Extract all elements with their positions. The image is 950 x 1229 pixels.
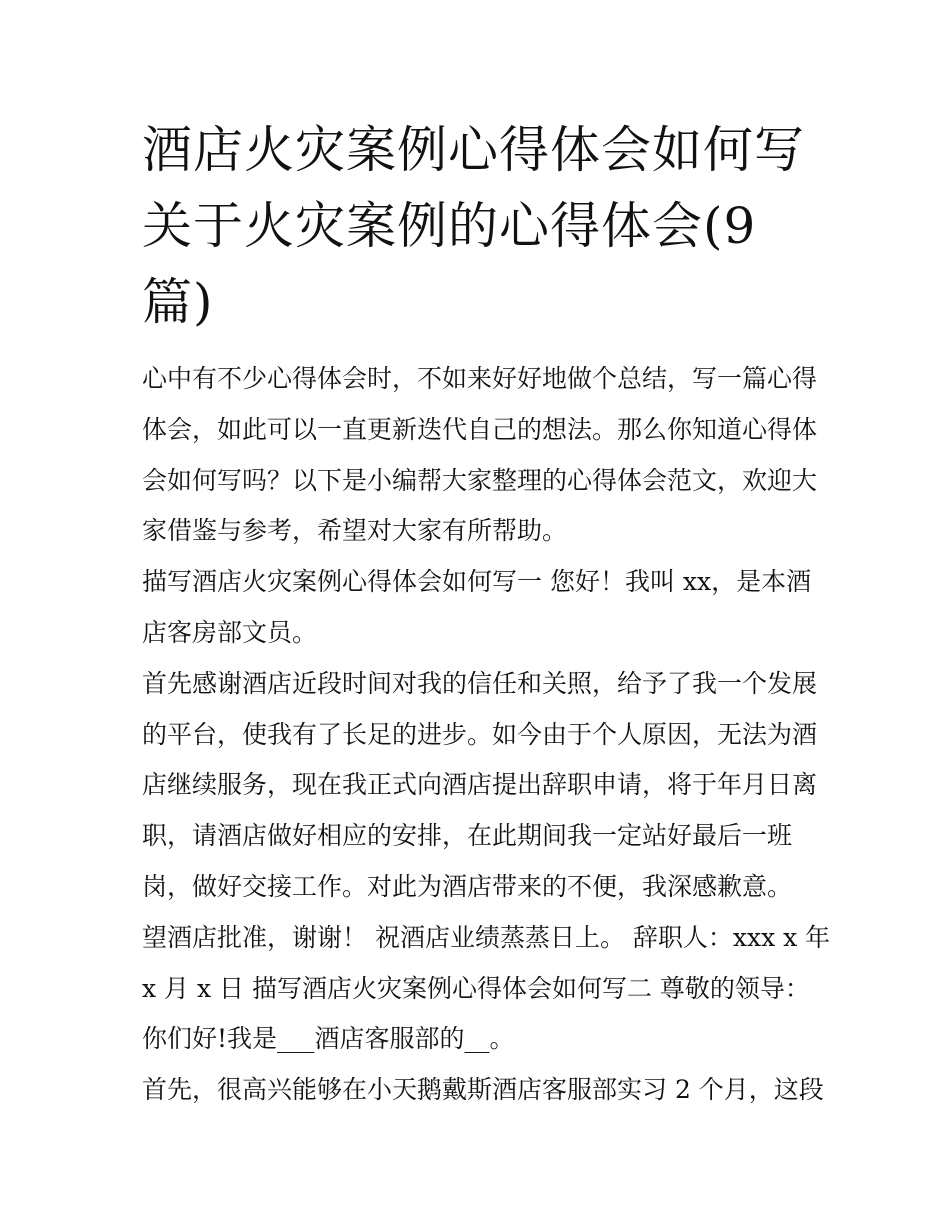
body-line: 心中有不少心得体会时，不如来好好地做个总结，写一篇心得: [142, 364, 818, 393]
body-line: 店客房部文员。: [142, 617, 318, 647]
title-line-1: 酒店火灾案例心得体会如何写: [142, 121, 805, 179]
body-line: 首先，很高兴能够在小天鹅戴斯酒店客服部实习 2 个月，这段: [142, 1075, 824, 1105]
body-line: 望酒店批准，谢谢！ 祝酒店业绩蒸蒸日上。 辞职人：xxx x 年: [142, 922, 831, 952]
document-title: [142, 112, 822, 340]
body-line: 家借鉴与参考，希望对大家有所帮助。: [142, 516, 568, 546]
body-line: x 月 x 日 描写酒店火灾案例心得体会如何写二 尊敬的领导：: [142, 973, 810, 1003]
body-line: 店继续服务，现在我正式向酒店提出辞职申请，将于年月日离: [142, 770, 818, 800]
body-line: 的平台，使我有了长足的进步。如今由于个人原因，无法为酒: [142, 719, 818, 749]
body-line: 你们好!我是___酒店客服部的__。: [142, 1024, 515, 1054]
body-line: 体会，如此可以一直更新迭代自己的想法。那么你知道心得体: [142, 414, 818, 444]
body-line: 首先感谢酒店近段时间对我的信任和关照，给予了我一个发展: [142, 668, 818, 698]
body-line: 职，请酒店做好相应的安排，在此期间我一定站好最后一班: [142, 821, 793, 851]
body-line: 会如何写吗？以下是小编帮大家整理的心得体会范文，欢迎大: [142, 465, 818, 495]
body-line: 岗，做好交接工作。对此为酒店带来的不便，我深感歉意。: [142, 871, 793, 901]
body-line: 描写酒店火灾案例心得体会如何写一 您好！我叫 xx，是本酒: [142, 567, 812, 597]
document-body: [142, 354, 831, 1116]
title-line-2: 关于火灾案例的心得体会(9: [142, 197, 757, 255]
title-line-3: 篇): [142, 273, 214, 331]
